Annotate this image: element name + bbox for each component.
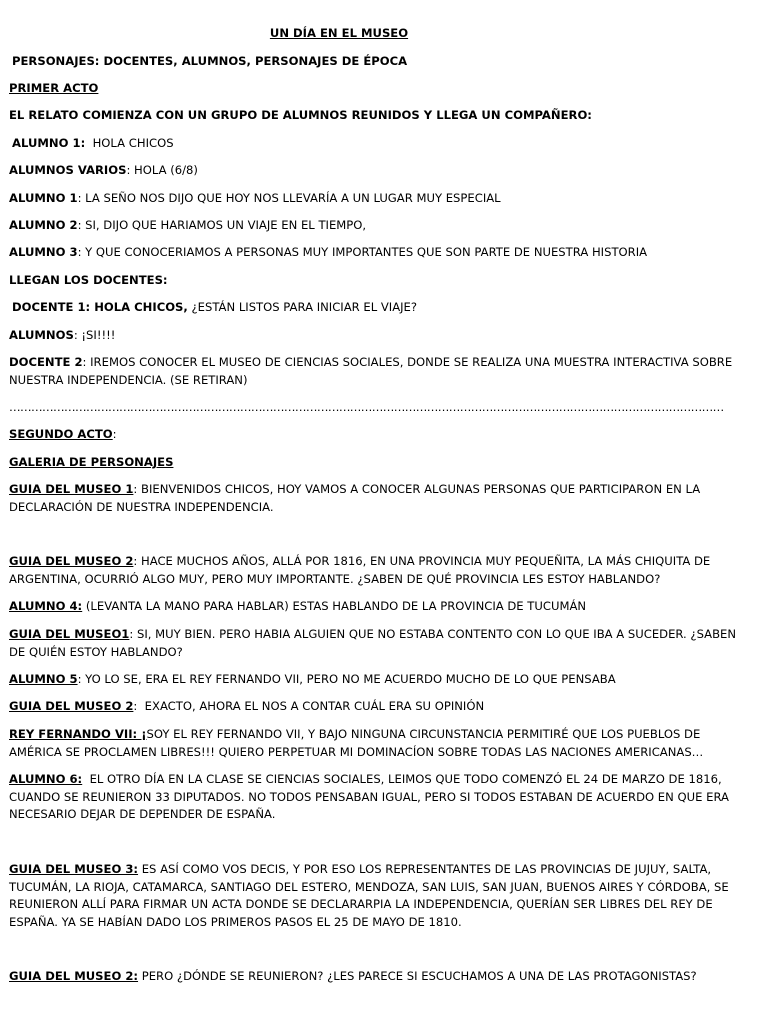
dialogue-line <box>9 327 749 345</box>
speaker: ALUMNOS <box>9 328 74 342</box>
dialogue-line <box>9 671 749 689</box>
dialogue-text: ¿ESTÁN LISTOS PARA INICIAR EL VIAJE? <box>187 300 418 314</box>
dialogue-text: SI, DIJO QUE HARIAMOS UN VIAJE EN EL TIEMPO, <box>81 218 367 232</box>
speaker: REY FERNANDO VII: ¡ <box>9 727 147 741</box>
dialogue-text: : ¡SI!!!! <box>73 328 116 342</box>
intro-text: EL RELATO COMIENZA CON UN GRUPO DE ALUMNOS REUNIDOS Y LLEGA UN COMPAÑERO: <box>9 108 592 122</box>
dialogue-text: LA SEÑO NOS DIJO QUE HOY NOS LLEVARÍA A UN LUGAR MUY ESPECIAL <box>81 191 501 205</box>
dialogue-text: SOY EL REY FERNANDO VII, Y BAJO NINGUNA CIRCUNSTANCIA PERMITIRÉ QUE LOS PUEBLOS DE AMÉRICA SE PROCLAMEN LIBRES!!! QUIERO PERPETUAR MI DOMINACÍON SOBRE TODAS LAS NACIONES AMERICANAS… <box>9 727 704 759</box>
dialogue-line <box>9 698 749 716</box>
dialogue-text: ES ASÍ COMO VOS DECIS, Y POR ESO LOS REPRESENTANTES DE LAS PROVINCIAS DE JUJUY, SALTA, TUCUMÁN, LA RIOJA, CATAMARCA, SANTIAGO DEL ESTERO, MENDOZA, SAN LUIS, SAN JUAN, BUENOS AIRES Y CÓRDOBA, SE REUNIERON ALLÍ PARA FIRMAR UN ACTA DONDE SE DECLARARPIA LA INDEPENDENCIA, QUERÍAN SER LIBRES DEL REY DE ESPAÑA. YA SE HABÍAN DADO LOS PRIMEROS PASOS EL 25 DE MAYO DE 1810. <box>9 862 729 929</box>
speaker: GUIA DEL MUSEO 2 <box>9 554 134 568</box>
dialogue-line <box>9 354 749 389</box>
intro-line <box>9 107 749 125</box>
dialogue-line: ALUMNOS VARIOS: HOLA (6/8) <box>9 163 198 177</box>
dialogue-text: PERO ¿DÓNDE SE REUNIERON? ¿LES PARECE SI ESCUCHAMOS A UNA DE LAS PROTAGONISTAS? <box>138 969 697 983</box>
dialogue-text: : EXACTO, AHORA EL NOS A CONTAR CUÁL ERA SU OPINIÓN <box>133 699 485 713</box>
dialogue-line: ALUMNO 1: HOLA CHICOS <box>12 136 174 150</box>
dialogue-text: HOLA CHICOS <box>85 136 174 150</box>
stage-direction-text: LLEGAN LOS DOCENTES: <box>9 273 168 287</box>
gallery-heading <box>9 454 749 472</box>
dialogue-line <box>12 299 752 317</box>
gallery-label: GALERIA DE PERSONAJES <box>9 455 174 469</box>
speaker: ALUMNO 2 <box>9 218 78 232</box>
speaker: ALUMNO 5 <box>9 672 78 686</box>
act-one-heading <box>9 80 749 98</box>
speaker: ALUMNOS VARIOS <box>9 163 127 177</box>
speaker: GUIA DEL MUSEO 2 <box>9 699 134 713</box>
speaker: ALUMNO 4: <box>9 599 83 613</box>
separator-dots: …………………………………………………………………………………………………………………………………………………………………………… <box>9 400 724 414</box>
speaker: GUIA DEL MUSEO 3: <box>9 862 139 876</box>
document-title: UN DÍA EN EL MUSEO <box>269 26 409 40</box>
dialogue-line <box>9 626 749 661</box>
dialogue-text: (LEVANTA LA MANO PARA HABLAR) ESTAS HABLANDO DE LA PROVINCIA DE TUCUMÁN <box>82 599 587 613</box>
dialogue-line: ALUMNO 1: LA SEÑO NOS DIJO QUE HOY NOS LLEVARÍA A UN LUGAR MUY ESPECIAL <box>9 191 501 205</box>
characters-text: PERSONAJES: DOCENTES, ALUMNOS, PERSONAJES DE ÉPOCA <box>12 54 408 68</box>
speaker: ALUMNO 3 <box>9 245 78 259</box>
dialogue-text: : SI, MUY BIEN. PERO HABIA ALGUIEN QUE NO ESTABA CONTENTO CON LO QUE IBA A SUCEDER. ¿SABEN DE QUIÉN ESTOY HABLANDO? <box>9 627 737 659</box>
stage-direction <box>9 272 749 290</box>
dialogue-line: ALUMNO 3: Y QUE CONOCERIAMOS A PERSONAS MUY IMPORTANTES QUE SON PARTE DE NUESTRA HISTORIA <box>9 245 648 259</box>
dialogue-line <box>9 553 749 588</box>
dialogue-text: EL OTRO DÍA EN LA CLASE SE CIENCIAS SOCIALES, LEIMOS QUE TODO COMENZÓ EL 24 DE MARZO DE 1816, CUANDO SE REUNIERON 33 DIPUTADOS. NO TODOS PENSABAN IGUAL, PERO SI TODOS ESTABAN DE ACUERDO EN QUE ERA NECESARIO DEJAR DE DEPENDER DE ESPAÑA. <box>9 772 733 821</box>
speaker: ALUMNO 6: <box>9 772 83 786</box>
act-two-heading: SEGUNDO ACTO: <box>9 427 117 441</box>
dialogue-text: : IREMOS CONOCER EL MUSEO DE CIENCIAS SOCIALES, DONDE SE REALIZA UNA MUESTRA INTERACTIVA SOBRE NUESTRA INDEPENDENCIA. (SE RETIRAN) <box>9 355 733 387</box>
speaker: GUIA DEL MUSEO1 <box>9 627 130 641</box>
act-two-label: SEGUNDO ACTO <box>9 427 113 441</box>
speaker: ALUMNO 1 <box>12 136 81 150</box>
dialogue-text: Y QUE CONOCERIAMOS A PERSONAS MUY IMPORTANTES QUE SON PARTE DE NUESTRA HISTORIA <box>81 245 648 259</box>
dialogue-line <box>9 726 749 761</box>
dialogue-text: HOLA (6/8) <box>130 163 198 177</box>
dialogue-text: : BIENVENIDOS CHICOS, HOY VAMOS A CONOCER ALGUNAS PERSONAS QUE PARTICIPARON EN LA DECLARACIÓN DE NUESTRA INDEPENDENCIA. <box>9 482 701 514</box>
dialogue-line <box>9 771 749 824</box>
speaker: GUIA DEL MUSEO 2: <box>9 969 139 983</box>
speaker: ALUMNO 1 <box>9 191 78 205</box>
dialogue-line <box>9 861 749 931</box>
dialogue-text: : YO LO SE, ERA EL REY FERNANDO VII, PERO NO ME ACUERDO MUCHO DE LO QUE PENSABA <box>77 672 616 686</box>
speaker: DOCENTE 1: HOLA CHICOS, <box>12 300 188 314</box>
act-one-label: PRIMER ACTO <box>9 81 99 95</box>
characters-line <box>12 53 752 71</box>
speaker: DOCENTE 2 <box>9 355 83 369</box>
dialogue-text: : HACE MUCHOS AÑOS, ALLÁ POR 1816, EN UNA PROVINCIA MUY PEQUEÑITA, LA MÁS CHIQUITA DE ARGENTINA, OCURRIÓ ALGO MUY, PERO MUY IMPORTANTE. ¿SABEN DE QUÉ PROVINCIA LES ESTOY HABLANDO? <box>9 554 711 586</box>
dialogue-line: ALUMNO 2: SI, DIJO QUE HARIAMOS UN VIAJE EN EL TIEMPO, <box>9 218 367 232</box>
speaker: GUIA DEL MUSEO 1 <box>9 482 134 496</box>
dialogue-line <box>9 968 749 986</box>
dialogue-line <box>9 481 749 516</box>
dialogue-line <box>9 598 749 616</box>
